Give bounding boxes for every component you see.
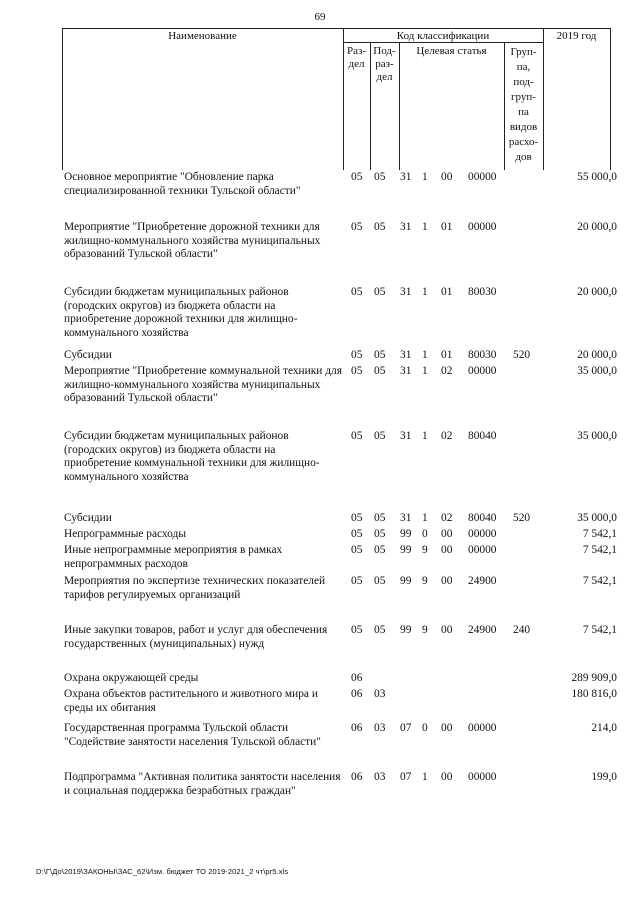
row-razdel: 06 [351,688,363,700]
row-cs1: 07 [400,771,412,783]
row-razdel: 06 [351,722,363,734]
row-cs2: 0 [422,528,428,540]
row-cs4: 80040 [468,430,497,442]
row-razdel: 05 [351,221,363,233]
row-podrazdel: 05 [374,349,386,361]
header-gruppa: Груп- па, под- груп- па видов расхо- дов [508,46,539,163]
row-podrazdel: 05 [374,221,386,233]
row-cs2: 9 [422,544,428,556]
file-path-footer: D:\Г\До\2019\ЗАКОНЫ\ЗАС_62\Изм. бюджет ТО 2019-2021_2 чт\pr5.xls [36,867,289,876]
row-podrazdel: 03 [374,688,386,700]
row-amount: 214,0 [591,722,617,734]
row-cs1: 07 [400,722,412,734]
row-cs4: 00000 [468,722,497,734]
row-amount: 289 909,0 [571,672,617,684]
row-razdel: 06 [351,771,363,783]
row-cs3: 00 [441,771,453,783]
row-cs4: 00000 [468,771,497,783]
row-vr: 240 [513,624,531,636]
row-razdel: 05 [351,349,363,361]
row-razdel: 05 [351,528,363,540]
header-name: Наименование [168,30,237,42]
row-name: Основное мероприятие "Обновление парка специализированной техники Тульской области" [64,171,301,197]
row-cs1: 99 [400,528,412,540]
row-cs4: 00000 [468,221,497,233]
row-amount: 20 000,0 [577,221,617,233]
row-amount: 180 816,0 [571,688,617,700]
row-podrazdel: 05 [374,430,386,442]
row-cs3: 00 [441,171,453,183]
row-amount: 35 000,0 [577,512,617,524]
row-cs3: 00 [441,528,453,540]
row-amount: 20 000,0 [577,286,617,298]
row-cs4: 80030 [468,286,497,298]
row-cs1: 31 [400,221,412,233]
row-cs3: 01 [441,349,453,361]
row-cs1: 31 [400,171,412,183]
row-podrazdel: 05 [374,365,386,377]
row-cs3: 01 [441,286,453,298]
row-cs4: 24900 [468,575,497,587]
row-podrazdel: 03 [374,771,386,783]
row-amount: 35 000,0 [577,430,617,442]
row-podrazdel: 05 [374,171,386,183]
row-name: Субсидии бюджетам муниципальных районов (городских округов) из бюджета области на приобретение дорожной техники для жилищно-коммунального хозяйства [64,286,298,339]
row-cs2: 1 [422,365,428,377]
row-podrazdel: 05 [374,544,386,556]
row-amount: 7 542,1 [582,575,617,587]
row-cs2: 1 [422,286,428,298]
row-amount: 35 000,0 [577,365,617,377]
row-razdel: 05 [351,286,363,298]
row-cs2: 1 [422,512,428,524]
row-podrazdel: 05 [374,624,386,636]
row-cs4: 00000 [468,528,497,540]
row-razdel: 05 [351,430,363,442]
row-cs2: 1 [422,349,428,361]
row-vr: 520 [513,349,531,361]
header-code: Код классификации [396,30,490,42]
row-cs1: 31 [400,286,412,298]
row-name: Непрограммные расходы [64,528,186,540]
row-name: Субсидии [64,349,112,361]
row-cs3: 00 [441,624,453,636]
row-name: Мероприятие "Приобретение коммунальной техники для жилищно-коммунального хозяйства муниципальных образований Тульской области" [64,365,342,405]
row-cs2: 1 [422,221,428,233]
row-cs4: 00000 [468,544,497,556]
row-cs4: 80030 [468,349,497,361]
row-razdel: 05 [351,575,363,587]
row-cs1: 31 [400,512,412,524]
row-name: Иные закупки товаров, работ и услуг для обеспечения государственных (муниципальных) нужд [64,624,328,650]
header-razdel: Раз- дел [346,45,366,70]
row-cs3: 02 [441,512,453,524]
row-name: Охрана окружающей среды [64,672,199,684]
row-cs1: 99 [400,624,412,636]
row-cs1: 99 [400,575,412,587]
row-amount: 199,0 [591,771,617,783]
row-razdel: 06 [351,672,363,684]
header-celevaya: Целевая статья [416,45,487,57]
row-amount: 7 542,1 [582,544,617,556]
row-cs1: 99 [400,544,412,556]
row-cs1: 31 [400,430,412,442]
header-year: 2019 год [556,30,597,42]
row-name: Мероприятие "Приобретение дорожной техники для жилищно-коммунального хозяйства муниципальных образований Тульской области" [64,221,321,261]
row-cs4: 00000 [468,171,497,183]
row-cs2: 1 [422,771,428,783]
row-name: Субсидии бюджетам муниципальных районов (городских округов) из бюджета области на приобретение коммунальной техники для жилищно-коммунального хозяйства [64,430,320,483]
row-podrazdel: 03 [374,722,386,734]
row-cs3: 02 [441,365,453,377]
row-cs2: 9 [422,575,428,587]
row-cs3: 02 [441,430,453,442]
row-amount: 7 542,1 [582,624,617,636]
row-amount: 7 542,1 [582,528,617,540]
row-podrazdel: 05 [374,286,386,298]
header-podrazdel: Под- раз- дел [373,45,396,83]
row-name: Мероприятия по экспертизе технических показателей тарифов регулируемых организаций [64,575,326,601]
row-podrazdel: 05 [374,575,386,587]
row-cs4: 00000 [468,365,497,377]
row-name: Подпрограмма "Активная политика занятости населения и социальная поддержка безработных граждан" [64,771,341,797]
row-podrazdel: 05 [374,512,386,524]
row-vr: 520 [513,512,531,524]
row-cs3: 00 [441,722,453,734]
row-name: Охрана объектов растительного и животного мира и среды их обитания [64,688,318,714]
row-razdel: 05 [351,624,363,636]
row-razdel: 05 [351,512,363,524]
row-cs1: 31 [400,365,412,377]
row-cs3: 00 [441,575,453,587]
row-amount: 20 000,0 [577,349,617,361]
row-name: Иные непрограммные мероприятия в рамках непрограммных расходов [64,544,283,570]
row-razdel: 05 [351,365,363,377]
row-name: Субсидии [64,512,112,524]
row-cs3: 00 [441,544,453,556]
row-cs4: 24900 [468,624,497,636]
row-razdel: 05 [351,544,363,556]
row-cs1: 31 [400,349,412,361]
row-amount: 55 000,0 [577,171,617,183]
row-cs3: 01 [441,221,453,233]
row-cs2: 9 [422,624,428,636]
page-number: 69 [314,11,326,23]
row-podrazdel: 05 [374,528,386,540]
row-razdel: 05 [351,171,363,183]
row-cs2: 1 [422,171,428,183]
row-cs2: 0 [422,722,428,734]
row-cs2: 1 [422,430,428,442]
row-cs4: 80040 [468,512,497,524]
row-name: Государственная программа Тульской области "Содействие занятости населения Тульской области" [64,722,321,748]
